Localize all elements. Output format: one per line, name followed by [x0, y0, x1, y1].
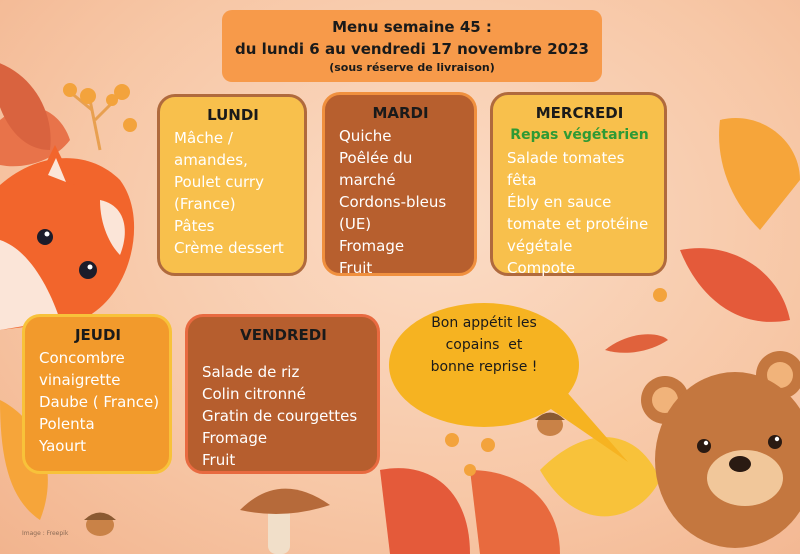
dish-item: Concombre: [39, 349, 125, 367]
dish-item: Cordons-bleus: [339, 193, 447, 211]
right-leaf-red: [680, 248, 790, 322]
dish-item: Yaourt: [39, 437, 87, 455]
greeting-bubble-text: [398, 312, 570, 422]
day-card-lundi: [157, 94, 307, 276]
dish-item: (UE): [339, 215, 372, 233]
dish-list: [339, 125, 462, 279]
menu-dates: du lundi 6 au vendredi 17 novembre 2023: [235, 40, 589, 58]
greeting-line: Bon appétit les: [431, 315, 537, 331]
dish-item: Compote: [507, 259, 576, 277]
acorn-bottom-left: [84, 513, 116, 537]
bear-illustration: [641, 351, 800, 548]
dish-item: Colin citronné: [202, 385, 306, 403]
dish-item: Pâtes: [174, 217, 215, 235]
dish-item: végétale: [507, 237, 573, 255]
dish-item: Ébly en sauce: [507, 193, 612, 211]
image-credit: Image : Freepik: [22, 530, 69, 537]
dish-list: [507, 147, 652, 279]
dish-list: [39, 347, 160, 457]
day-name: JEUDI: [74, 326, 122, 344]
greeting-line: copains et: [445, 337, 523, 353]
dish-item: Poulet curry: [174, 173, 264, 191]
dish-item: Fromage: [339, 237, 405, 255]
vegetarian-label: Repas végétarien: [510, 127, 649, 143]
dish-item: tomate et protéine: [507, 215, 649, 233]
dish-item: Fruit: [202, 451, 236, 469]
dish-item: Polenta: [39, 415, 95, 433]
day-name: LUNDI: [207, 106, 259, 124]
dish-item: amandes,: [174, 151, 248, 169]
berries: [63, 83, 137, 132]
menu-title: Menu semaine 45 :: [332, 18, 492, 36]
dish-item: fêta: [507, 171, 537, 189]
greeting-line: bonne reprise !: [430, 359, 538, 375]
menu-note: (sous réserve de livraison): [329, 61, 495, 74]
right-leaf-top: [719, 118, 800, 230]
dish-item: vinaigrette: [39, 371, 121, 389]
dish-item: Fruit: [339, 259, 373, 277]
fox-illustration: [0, 145, 134, 330]
bottom-center-leaf: [380, 468, 470, 554]
dish-item: Mâche /: [174, 129, 233, 147]
small-leaf: [605, 334, 668, 352]
yellow-leaf: [540, 437, 660, 516]
day-card-jeudi: [22, 314, 172, 474]
dish-item: (France): [174, 195, 236, 213]
dish-item: Fromage: [202, 429, 268, 447]
day-card-mardi: [322, 92, 477, 276]
day-name: MERCREDI: [535, 104, 624, 122]
dish-item: Salade tomates: [507, 149, 625, 167]
dish-list: [174, 127, 292, 259]
day-card-mercredi: [490, 92, 667, 276]
dish-item: Crème dessert: [174, 239, 284, 257]
dish-item: Gratin de courgettes: [202, 407, 358, 425]
mushroom: [240, 489, 330, 554]
dish-item: Salade de riz: [202, 363, 300, 381]
bottom-center-leaf-2: [470, 470, 560, 554]
dish-item: marché: [339, 171, 396, 189]
day-card-vendredi: [185, 314, 380, 474]
dish-item: Quiche: [339, 127, 392, 145]
dish-list: [202, 361, 365, 471]
day-name: MARDI: [372, 104, 429, 122]
day-name: VENDREDI: [240, 326, 327, 344]
dish-item: Poêlée du: [339, 149, 413, 167]
menu-header: [222, 10, 602, 82]
dish-item: Daube ( France): [39, 393, 160, 411]
